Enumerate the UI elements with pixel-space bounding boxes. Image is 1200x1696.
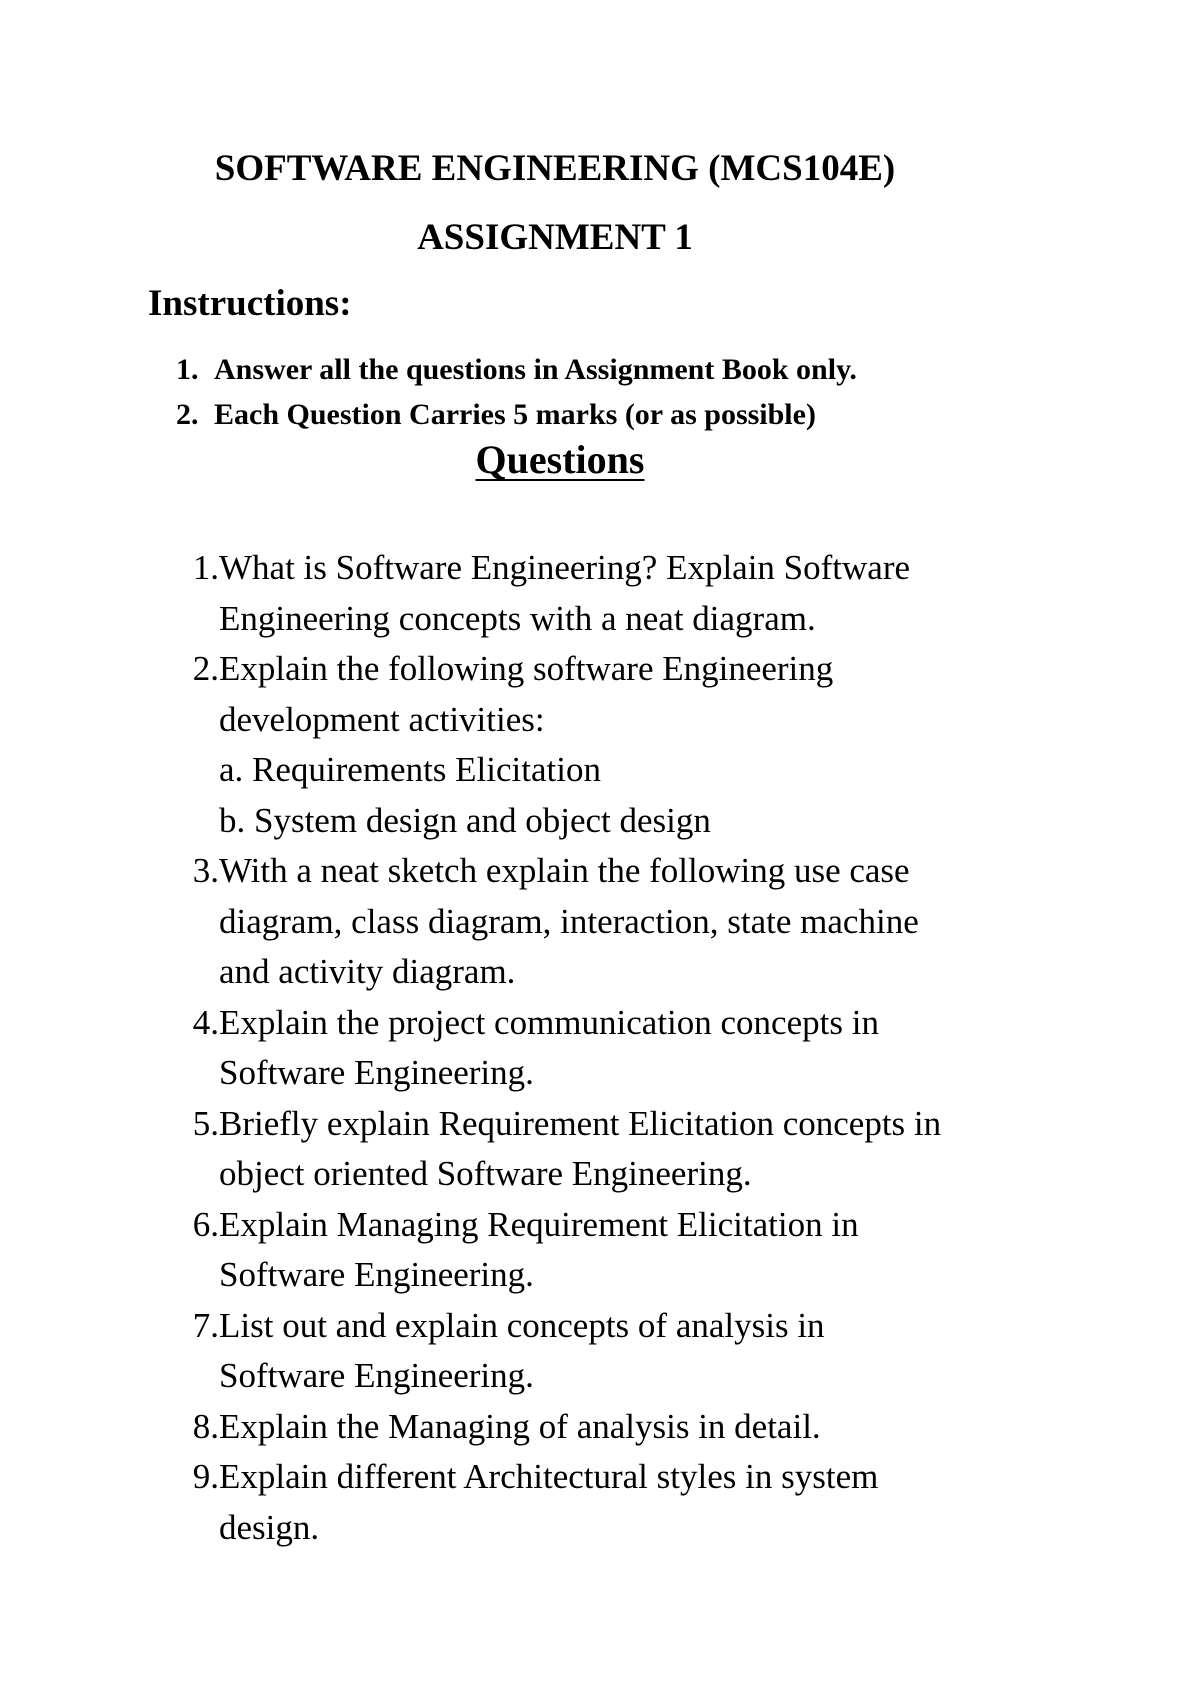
question-text-line: Explain the Managing of analysis in detail.: [219, 1406, 821, 1446]
question-text: [219, 644, 1165, 846]
question-text-line: Explain the project communication concepts in: [219, 1002, 879, 1042]
question-text-line: diagram, class diagram, interaction, state machine: [219, 901, 919, 941]
question-number: 8.: [192, 1406, 219, 1446]
question-number: 6.: [192, 1204, 219, 1244]
question-text: [219, 998, 1165, 1099]
instructions-heading: Instructions:: [148, 283, 352, 324]
assignment-title: ASSIGNMENT 1: [417, 217, 693, 258]
question-text-line: Software Engineering.: [219, 1255, 534, 1294]
question-text: [219, 543, 1165, 644]
instruction-item: [176, 397, 857, 442]
question-number: 5.: [192, 1103, 219, 1143]
course-title: SOFTWARE ENGINEERING (MCS104E): [214, 148, 896, 189]
question-text: [219, 1200, 1165, 1301]
question-text-line: b. System design and object design: [219, 800, 711, 840]
question-number: 3.: [192, 851, 219, 890]
instruction-item: [176, 352, 857, 397]
question-item: [165, 1200, 1165, 1301]
questions-heading: Questions: [475, 437, 645, 482]
instruction-text: Answer all the questions in Assignment Book only.: [214, 353, 857, 386]
question-item: [165, 644, 1165, 846]
question-text-line: a. Requirements Elicitation: [219, 750, 601, 789]
question-text-line: Explain the following software Engineering: [219, 649, 834, 688]
question-text: [219, 846, 1165, 998]
question-text-line: object oriented Software Engineering.: [219, 1154, 752, 1193]
question-text-line: and activity diagram.: [219, 952, 516, 991]
question-item: [165, 1301, 1165, 1402]
question-number: 2.: [192, 649, 219, 688]
question-number: 7.: [192, 1305, 219, 1345]
question-item: [165, 1452, 1165, 1553]
question-item: [165, 1099, 1165, 1200]
question-text-line: Explain different Architectural styles in system: [219, 1457, 879, 1496]
question-text: [219, 1452, 1165, 1553]
question-text-line: With a neat sketch explain the following use case: [219, 851, 910, 890]
question-text: [219, 1402, 1165, 1453]
question-item: [165, 1402, 1165, 1453]
question-text-line: development activities:: [219, 699, 545, 739]
questions-list: [165, 543, 1165, 1553]
question-item: [165, 998, 1165, 1099]
question-text-line: What is Software Engineering? Explain Software: [219, 548, 911, 587]
question-item: [165, 543, 1165, 644]
instruction-number: 1.: [176, 353, 199, 386]
question-number: 1.: [192, 548, 219, 587]
question-text-line: Software Engineering.: [219, 1053, 534, 1092]
instructions-list: [176, 352, 857, 442]
instruction-text: Each Question Carries 5 marks (or as possible): [214, 398, 816, 431]
instruction-number: 2.: [176, 398, 199, 431]
question-text-line: Explain Managing Requirement Elicitation in: [219, 1204, 859, 1244]
question-text-line: Software Engineering.: [219, 1356, 534, 1395]
question-text: [219, 1301, 1165, 1402]
question-text-line: design.: [219, 1507, 320, 1547]
question-number: 9.: [192, 1457, 219, 1496]
question-item: [165, 846, 1165, 998]
question-number: 4.: [192, 1002, 219, 1042]
question-text: [219, 1099, 1165, 1200]
question-text-line: Briefly explain Requirement Elicitation concepts in: [219, 1103, 942, 1143]
question-text-line: Engineering concepts with a neat diagram.: [219, 598, 816, 638]
question-text-line: List out and explain concepts of analysis in: [219, 1305, 825, 1345]
